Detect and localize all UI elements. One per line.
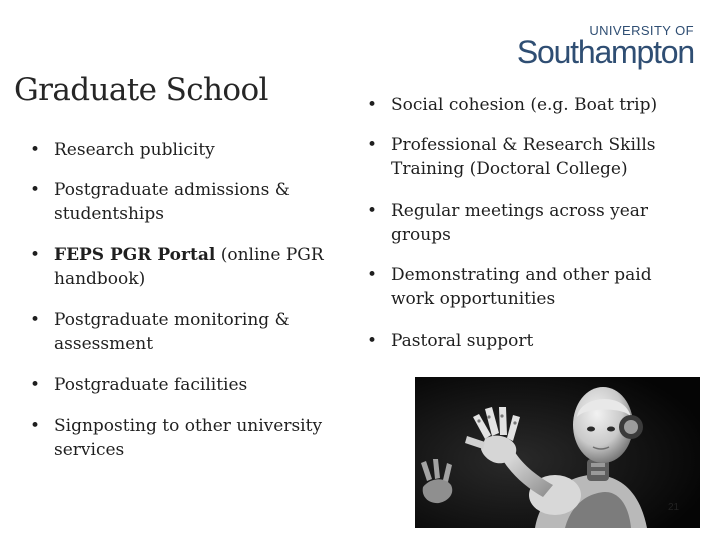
page-number: 21 (668, 502, 680, 513)
bullet-text: Research publicity (54, 140, 215, 160)
bullet-item (30, 243, 350, 291)
bullet-item (30, 414, 334, 462)
bullet-text: Postgraduate monitoring & assessment (54, 310, 290, 354)
bullet-text: Social cohesion (e.g. Boat trip) (391, 95, 658, 115)
bullet-text: Signposting to other university services (54, 416, 323, 460)
bullet-icon: • (30, 140, 41, 160)
bullet-icon: • (30, 310, 41, 330)
left-bullet-list (30, 0, 350, 540)
bullet-icon: • (367, 135, 378, 155)
bullet-icon: • (30, 245, 41, 265)
bullet-item (30, 178, 302, 226)
bullet-text: Regular meetings across year groups (391, 201, 649, 245)
bullet-text: Postgraduate admissions & studentships (54, 180, 290, 224)
bullet-text (54, 243, 350, 291)
bullet-icon: • (367, 201, 378, 221)
bullet-icon: • (30, 375, 41, 395)
bullet-item (30, 373, 247, 397)
bullet-icon: • (30, 416, 41, 436)
bullet-item (367, 263, 681, 311)
bullet-item (367, 133, 681, 181)
bullet-text: Professional & Research Skills Training (Doctoral College) (391, 135, 656, 179)
bullet-item (367, 93, 657, 117)
logo-top-line: UNIVERSITY OF (589, 23, 694, 38)
robot-icon (415, 377, 700, 528)
bullet-icon: • (367, 331, 378, 351)
bullet-item (30, 308, 302, 356)
bullet-text: Postgraduate facilities (54, 375, 248, 395)
robot-photo (415, 377, 700, 528)
bullet-rest-text: (online PGR handbook) (54, 245, 324, 289)
bullet-bold-text: FEPS PGR Portal (54, 245, 216, 265)
logo-main-line: Southampton (516, 34, 694, 70)
bullet-text: Demonstrating and other paid work opportunities (391, 265, 652, 309)
bullet-item (367, 199, 681, 247)
bullet-icon: • (30, 180, 41, 200)
slide-title: Graduate School (14, 72, 268, 108)
bullet-item (30, 138, 215, 162)
bullet-text: Pastoral support (391, 331, 534, 351)
bullet-item (367, 329, 533, 353)
bullet-icon: • (367, 95, 378, 115)
bullet-icon: • (367, 265, 378, 285)
